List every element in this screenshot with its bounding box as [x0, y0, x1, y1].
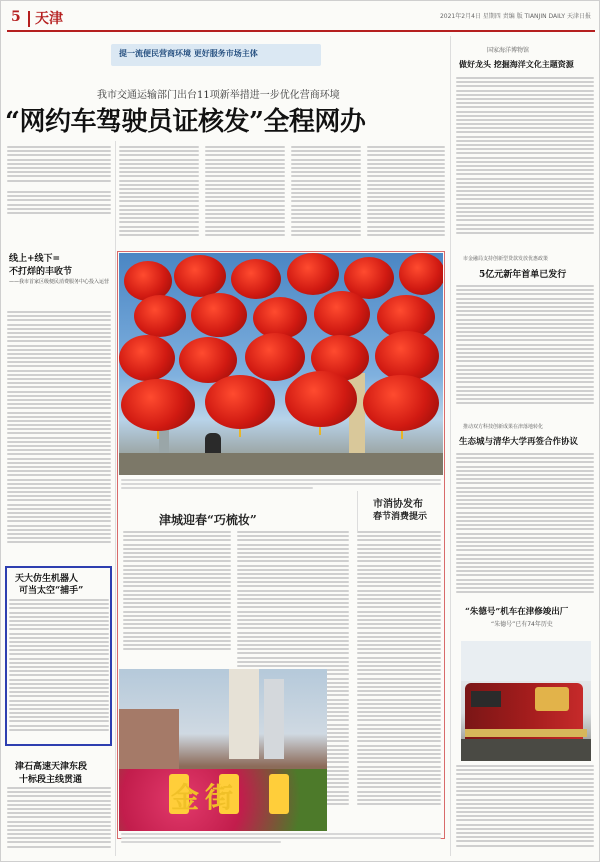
locomotive-photo [461, 641, 591, 761]
flower-sign: 金街 [171, 781, 240, 814]
left-subhead-2: 不打烊的丰收节 [9, 267, 73, 277]
box-text-block [9, 599, 109, 741]
lead-kicker: 我市交通运输部门出台11项新举措进一步优化营商环境 [97, 90, 340, 101]
right-kicker-1: 国家海洋博物馆 [487, 47, 530, 54]
bottom-left-title: 津石高速天津东段 [15, 762, 88, 772]
left-subhead: 线上+线下= [9, 254, 61, 264]
text-block [205, 146, 285, 246]
right-kicker-3: 推动双方科技创新成果在津落地转化 [463, 424, 544, 430]
column-rule [115, 141, 116, 856]
right-title-1: 做好龙头 挖掘海洋文化主题资源 [459, 59, 574, 69]
text-block [7, 311, 111, 559]
section-name: 天津 [35, 11, 63, 27]
column-rule [450, 36, 451, 856]
text-block [456, 285, 594, 415]
right-title-2: 5亿元新年首单已发行 [479, 270, 567, 280]
text-block [119, 146, 199, 246]
text-block [456, 77, 594, 247]
text-block [7, 787, 111, 857]
right-sub-4: “朱德号”已有74年历史 [491, 621, 553, 628]
bottom-left-title-2: 十标段主线贯通 [19, 775, 83, 785]
box-title: 天大仿生机器人 [15, 574, 79, 584]
header-rule [7, 30, 595, 32]
text-block [7, 191, 111, 221]
photo-caption [121, 833, 441, 847]
box-title-2: 可当太空“捕手” [19, 586, 84, 596]
text-block [367, 146, 445, 246]
text-block [123, 531, 231, 661]
side-title-2: 春节消费提示 [373, 512, 428, 522]
left-subhead-deck: ——我市首家区级便民消费服务中心投入运营 [9, 279, 110, 285]
feature-title: 津城迎春“巧梳妆” [159, 513, 257, 527]
text-block [291, 146, 361, 246]
text-block [456, 765, 594, 855]
topic-banner-text: 提一流便民营商环境 更好服务市场主体 [119, 49, 258, 58]
lantern-photo [119, 253, 443, 475]
text-block [7, 146, 111, 186]
header-meta: 2021年2月4日 星期四 责编 版 TIANJIN DAILY 天津日报 [439, 13, 591, 20]
header-divider [28, 11, 30, 27]
text-block [456, 453, 594, 603]
right-title-4: “朱德号”机车在津修竣出厂 [465, 607, 569, 617]
right-title-3: 生态城与清华大学再签合作协议 [459, 437, 579, 447]
right-kicker-2: 市金融局支持创新型贷款发放优惠政策 [463, 256, 549, 262]
page-number: 5 [11, 9, 21, 25]
text-block [357, 531, 441, 831]
lead-headline: “网约车驾驶员证核发”全程网办 [5, 107, 366, 137]
side-title: 市消协发布 [373, 499, 423, 510]
